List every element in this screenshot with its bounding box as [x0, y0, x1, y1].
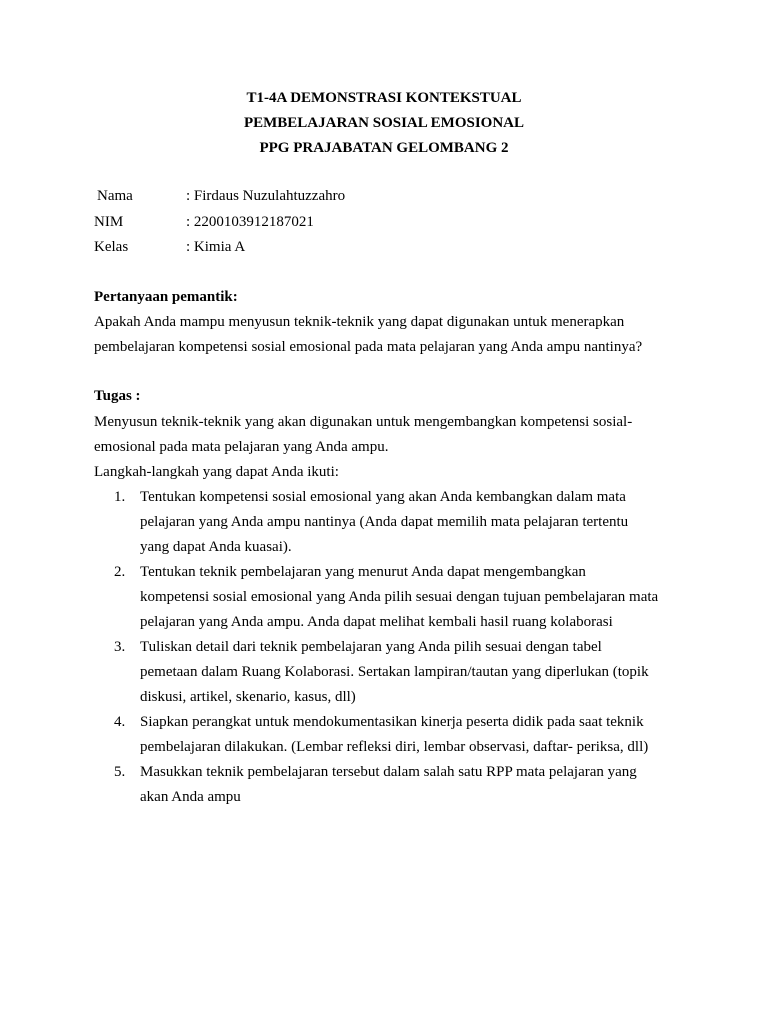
pertanyaan-paragraph [94, 310, 642, 360]
step-number: 5. [114, 764, 126, 780]
list-item [94, 760, 658, 810]
step-line: Tuliskan detail dari teknik pembelajaran yang Anda pilih sesuai dengan tabel [140, 639, 602, 655]
list-item [94, 635, 658, 710]
tugas-heading: Tugas : [94, 388, 141, 404]
nim-value: : 2200103912187021 [186, 213, 314, 230]
paragraph-line: emosional pada mata pelajaran yang Anda ampu. [94, 439, 389, 455]
steps-list [94, 485, 658, 810]
paragraph-line: Langkah-langkah yang dapat Anda ikuti: [94, 464, 339, 480]
nim-label: NIM [94, 213, 124, 230]
list-item [94, 485, 658, 560]
step-line: diskusi, artikel, skenario, kasus, dll) [140, 689, 356, 705]
step-line: pembelajaran dilakukan. (Lembar refleksi diri, lembar observasi, daftar- periksa, dll) [140, 739, 649, 755]
title-line: PPG PRAJABATAN GELOMBANG 2 [259, 140, 509, 156]
step-number: 3. [114, 639, 126, 655]
step-number: 4. [114, 714, 126, 730]
step-line: Tentukan teknik pembelajaran yang menurut Anda dapat mengembangkan [140, 564, 586, 580]
tugas-paragraph [94, 410, 632, 485]
kelas-label: Kelas [94, 239, 129, 255]
kelas-value: : Kimia A [186, 239, 246, 255]
nama-label: Nama [97, 188, 133, 204]
step-line: pemetaan dalam Ruang Kolaborasi. Sertakan lampiran/tautan yang diperlukan (topik [140, 664, 649, 680]
step-number: 1. [114, 489, 126, 505]
title-line: PEMBELAJARAN SOSIAL EMOSIONAL [243, 115, 525, 131]
paragraph-line: Menyusun teknik-teknik yang akan digunakan untuk mengembangkan kompetensi sosial- [94, 414, 633, 430]
step-line: Siapkan perangkat untuk mendokumentasikan kinerja peserta didik pada saat teknik [140, 714, 644, 730]
step-line: pelajaran yang Anda ampu nantinya (Anda dapat memilih mata pelajaran tertentu [140, 514, 629, 530]
list-item [94, 560, 658, 635]
title-line: T1-4A DEMONSTRASI KONTEKSTUAL [246, 90, 522, 106]
step-line: akan Anda ampu [140, 789, 241, 805]
step-line: Tentukan kompetensi sosial emosional yang akan Anda kembangkan dalam mata [140, 489, 626, 505]
step-line: yang dapat Anda kuasai). [140, 539, 292, 555]
list-item [94, 710, 658, 760]
nama-value: : Firdaus Nuzulahtuzzahro [186, 188, 346, 204]
document-title [0, 86, 768, 161]
paragraph-line: Apakah Anda mampu menyusun teknik-teknik yang dapat digunakan untuk menerapkan [94, 314, 625, 330]
paragraph-line: pembelajaran kompetensi sosial emosional pada mata pelajaran yang Anda ampu nantinya? [94, 339, 643, 355]
pertanyaan-heading: Pertanyaan pemantik: [94, 289, 238, 305]
step-number: 2. [114, 564, 126, 580]
step-line: pelajaran yang Anda ampu. Anda dapat melihat kembali hasil ruang kolaborasi [140, 614, 613, 630]
step-line: Masukkan teknik pembelajaran tersebut dalam salah satu RPP mata pelajaran yang [140, 764, 637, 780]
step-line: kompetensi sosial emosional yang Anda pilih sesuai dengan tujuan pembelajaran mata [140, 589, 659, 605]
